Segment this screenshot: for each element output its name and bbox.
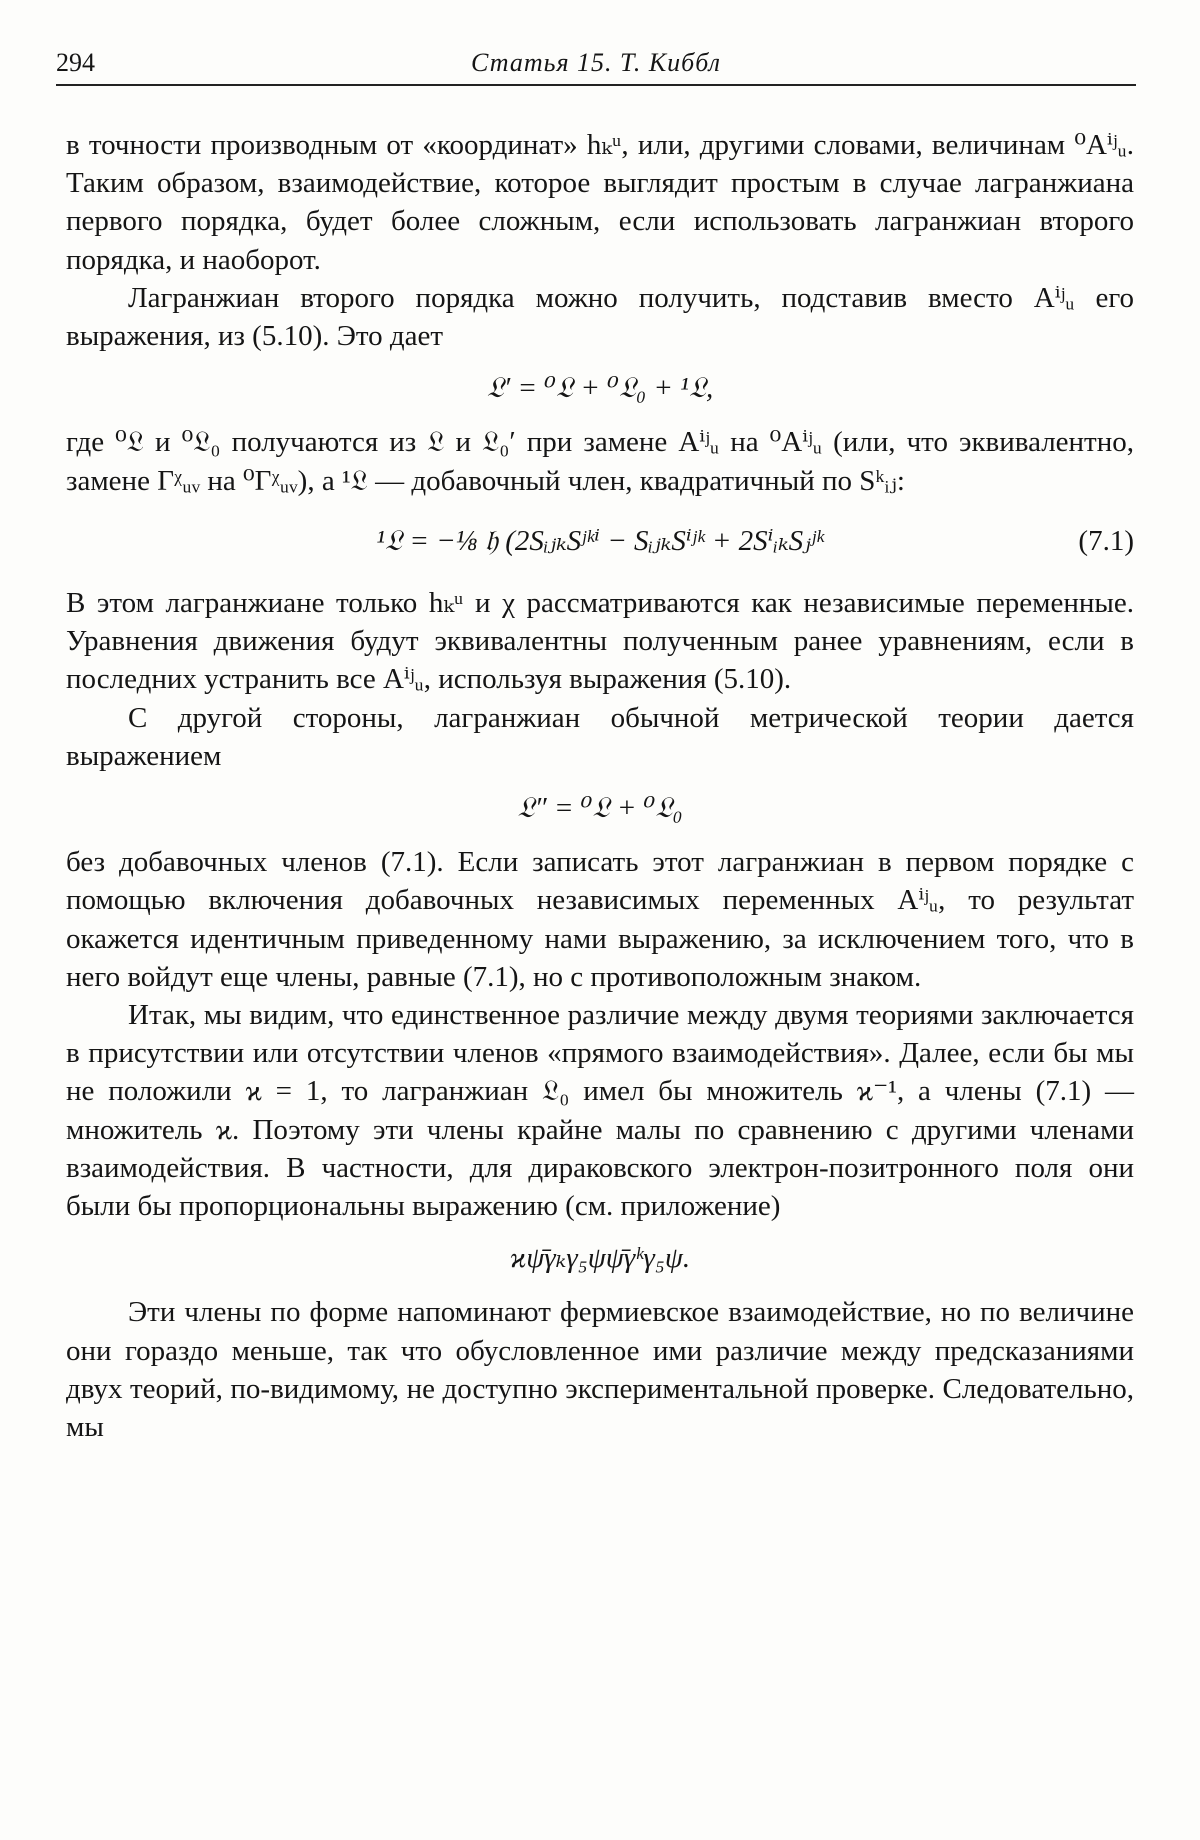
equation-number: (7.1) — [1078, 524, 1134, 557]
equation-7-1-body: ¹𝔏 = −⅛ 𝔥 (2SᵢⱼₖSʲᵏⁱ − SᵢⱼₖSⁱʲᵏ + 2SⁱᵢₖSⱼʲᵏ — [376, 524, 824, 557]
page-header — [56, 48, 1136, 86]
paragraph: Лагранжиан второго порядка можно получить, подставив вместо Aⁱʲᵤ его выражения, из (5.10). Это дает — [66, 281, 1134, 353]
main-text — [66, 126, 1134, 1446]
page-number: 294 — [56, 48, 95, 77]
paragraph: С другой стороны, лагранжиан обычной метрической теории дается выражением — [66, 701, 1134, 772]
running-title: Статья 15. Т. Киббл — [471, 48, 721, 77]
formula-metric-lagrangian: 𝔏″ = ⁰𝔏 + ⁰𝔏₀ — [517, 792, 683, 825]
paragraph: Эти члены по форме напоминают фермиевское взаимодействие, но по величине они гораздо меньше, так что обусловленное ими различие между предсказаниями двух теорий, по-видимому, не доступно экспериментальной проверке. Следовательно, мы — [66, 1296, 1134, 1444]
paragraph: где ⁰𝔏 и ⁰𝔏₀ получаются из 𝔏 и 𝔏₀′ при замене Aⁱʲᵤ на ⁰Aⁱʲᵤ (или, что эквивалентно, замене Γᵡᵤᵥ на ⁰Γᵡᵤᵥ), а ¹𝔏 — добавочный член, квадратичный по Sᵏᵢⱼ: — [66, 426, 1134, 497]
paragraph: без добавочных членов (7.1). Если записать этот лагранжиан в первом порядке с помощью включения добавочных независимых переменных Aⁱʲᵤ, то результат окажется идентичным приведенному нами выражению, за исключением того, что в него войдут еще члены, равные (7.1), но с противоположным знаком. — [66, 846, 1134, 993]
paragraph: в точности производным от «координат» hₖᵘ, или, другими словами, величинам ⁰Aⁱʲᵤ. Таким образом, взаимодействие, которое выглядит простым в случае лагранжиана первого порядка, будет более сложным, если использовать лагранжиан второго порядка, и наоборот. — [66, 129, 1134, 276]
paragraph: Итак, мы видим, что единственное различие между двумя теориями заключается в присутствии или отсутствии членов «прямого взаимодействия». Далее, если бы мы не положили ϰ = 1, то лагранжиан 𝔏₀ имел бы множитель ϰ⁻¹, а члены (7.1) — множитель ϰ. Поэтому эти члены крайне малы по сравнению с другими членами взаимодействия. В частности, для дираковского электрон-позитронного поля они были бы пропорциональны выражению (см. приложение) — [66, 999, 1134, 1223]
formula-dirac-term: ϰψ̄γₖγ₅ψψ̄γᵏγ₅ψ. — [509, 1242, 691, 1275]
equation-7-1 — [66, 522, 1134, 560]
paragraph: В этом лагранжиане только hₖᵘ и χ рассматриваются как независимые переменные. Уравнения движения будут эквивалентны полученным ранее уравнениям, если в последних устранить все Aⁱʲᵤ, используя выражения (5.10). — [66, 587, 1134, 696]
formula-lagrangian-second-order: 𝔏′ = ⁰𝔏 + ⁰𝔏₀ + ¹𝔏, — [486, 372, 714, 405]
